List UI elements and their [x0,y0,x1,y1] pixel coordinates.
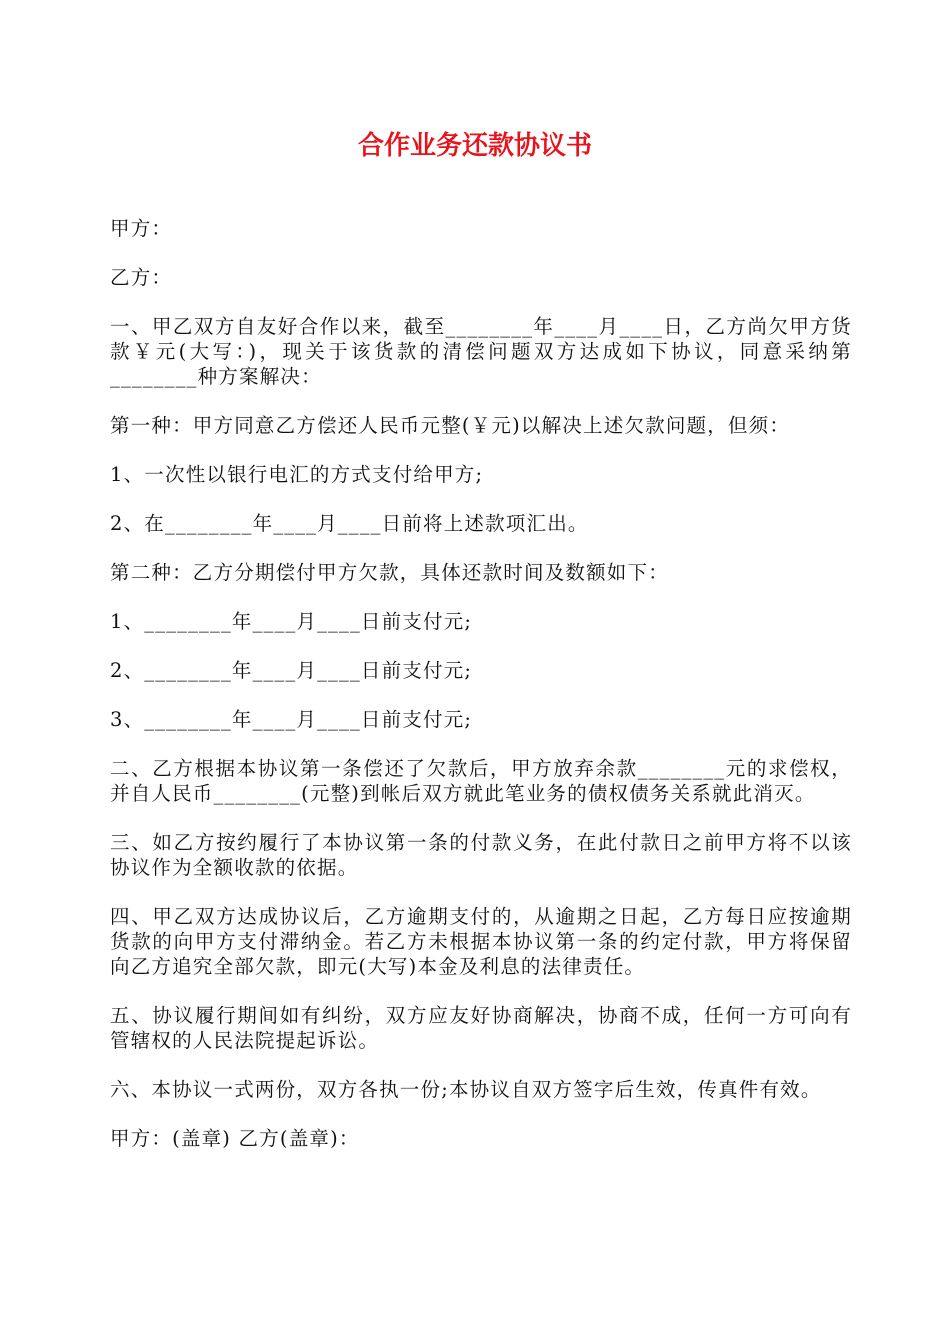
option-2-item-2: 2、________年____月____日前支付元; [110,659,473,682]
signature-line: 甲方：(盖章) 乙方(盖章)： [110,1127,360,1150]
clause-4: 四、甲乙双方达成协议后，乙方逾期支付的，从逾期之日起，乙方每日应按逾期货款的向甲方支付滞纳金。若乙方未根据本协议第一条的约定付款，甲方将保留向乙方追究全部欠款，即元(大写)本金及利息的法律责任。 [110,905,852,978]
document-body [110,216,852,1175]
option-2-heading: 第二种：乙方分期偿付甲方欠款，具体还款时间及数额如下： [110,561,669,584]
party-b-line: 乙方： [110,266,173,289]
clause-6: 六、本协议一式两份，双方各执一份;本协议自双方签字后生效，传真件有效。 [110,1078,822,1101]
clause-5: 五、协议履行期间如有纠纷，双方应友好协商解决，协商不成，任何一方可向有管辖权的人民法院提起诉讼。 [110,1004,852,1052]
clause-2: 二、乙方根据本协议第一条偿还了欠款后，甲方放弃余款________元的求偿权，并自人民币________(元整)到帐后双方就此笔业务的债权债务关系就此消灭。 [110,757,852,805]
option-1-heading: 第一种：甲方同意乙方偿还人民币元整(￥元)以解决上述欠款问题，但须： [110,414,791,437]
clause-1: 一、甲乙双方自友好合作以来，截至________年____月____日，乙方尚欠甲方货款￥元(大写：)，现关于该货款的清偿问题双方达成如下协议，同意采纳第________种方案解决： [110,315,852,388]
option-2-item-3: 3、________年____月____日前支付元; [110,708,473,731]
option-1-item-1: 1、一次性以银行电汇的方式支付给甲方; [110,463,484,486]
option-1-item-2: 2、在________年____月____日前将上述款项汇出。 [110,512,589,535]
party-a-line: 甲方： [110,217,173,240]
document-title: 合作业务还款协议书 [357,131,592,161]
clause-3: 三、如乙方按约履行了本协议第一条的付款义务，在此付款日之前甲方将不以该协议作为全额收款的依据。 [110,831,852,879]
option-2-item-1: 1、________年____月____日前支付元; [110,610,473,633]
